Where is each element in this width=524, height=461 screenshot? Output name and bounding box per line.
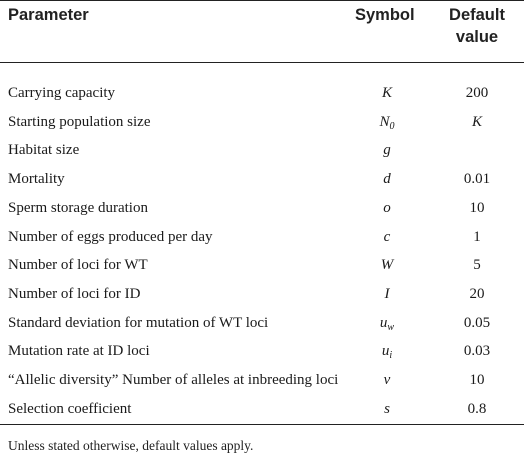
- symbol-cell: [362, 311, 412, 340]
- table-row: [0, 225, 524, 249]
- symbol-text: g: [383, 142, 391, 159]
- parameter-cell: Mutation rate at ID loci: [8, 343, 150, 360]
- header-default-value-label: Default value: [449, 6, 505, 46]
- symbol-cell: [362, 138, 412, 162]
- symbol-text: K: [381, 85, 392, 101]
- default-value-cell: 200: [465, 85, 489, 101]
- symbol-text: v: [383, 372, 391, 388]
- default-value-cell: 20: [469, 285, 485, 302]
- header-default-value: [430, 4, 524, 48]
- table-bottom-rule: [0, 424, 524, 425]
- table-row: [0, 339, 524, 363]
- parameter-cell: Habitat size: [8, 142, 80, 159]
- table-header-rule: [0, 62, 524, 63]
- table-row: [0, 311, 524, 335]
- parameter-cell: Sperm storage duration: [8, 199, 148, 216]
- symbol-cell: [362, 225, 412, 249]
- symbol-cell: [362, 253, 412, 277]
- symbol-text: N: [379, 113, 390, 130]
- default-value-cell: 0.03: [463, 343, 491, 360]
- symbol-cell: [362, 110, 412, 139]
- symbol-text: c: [383, 228, 391, 245]
- table-row: [0, 282, 524, 306]
- symbol-cell: [362, 339, 412, 368]
- table-footnote: Unless stated otherwise, default values apply.: [8, 438, 254, 453]
- symbol-cell: [362, 282, 412, 306]
- symbol-subscript: i: [389, 350, 393, 362]
- symbol-subscript: w: [387, 321, 395, 333]
- symbol-cell: [362, 368, 412, 392]
- symbol-text: o: [383, 199, 391, 216]
- symbol-cell: [362, 167, 412, 191]
- symbol-text: u: [379, 314, 388, 331]
- symbol-text: W: [380, 257, 394, 274]
- symbol-text: u: [381, 343, 390, 360]
- parameter-cell: Standard deviation for mutation of WT loci: [8, 314, 269, 331]
- default-value-cell: 1: [473, 228, 481, 245]
- symbol-text: d: [383, 171, 391, 188]
- symbol-cell: [362, 196, 412, 220]
- default-value-cell: 0.8: [467, 400, 487, 417]
- parameter-cell: Selection coefficient: [8, 400, 132, 417]
- parameter-cell: Number of loci for ID: [8, 285, 141, 302]
- table-top-rule: [0, 0, 524, 1]
- default-value-cell: 10: [469, 372, 485, 388]
- table-row: [0, 368, 524, 392]
- parameter-cell: Starting population size: [8, 113, 151, 130]
- header-symbol: Symbol: [355, 6, 415, 24]
- table-row: [0, 196, 524, 220]
- parameter-cell: Number of eggs produced per day: [8, 228, 213, 245]
- symbol-text: I: [384, 285, 390, 302]
- table-row: [0, 397, 524, 421]
- parameter-cell: Number of loci for WT: [8, 257, 148, 274]
- table-row: [0, 81, 524, 105]
- table-row: [0, 167, 524, 191]
- symbol-cell: [362, 397, 412, 421]
- header-parameter: Parameter: [8, 6, 89, 24]
- parameter-cell: Carrying capacity: [8, 85, 116, 101]
- default-value-cell: 0.05: [463, 314, 491, 331]
- table-row: [0, 253, 524, 277]
- table-row: [0, 110, 524, 134]
- default-value-cell: 5: [473, 257, 481, 274]
- default-value-cell: 0.01: [463, 171, 491, 188]
- default-value-cell: 10: [469, 199, 485, 216]
- symbol-cell: [362, 81, 412, 105]
- symbol-subscript: 0: [389, 120, 395, 132]
- parameter-cell: “Allelic diversity” Number of alleles at inbreeding loci: [8, 372, 339, 388]
- table-row: [0, 138, 524, 162]
- parameter-cell: Mortality: [8, 171, 65, 188]
- default-value-cell: K: [471, 113, 482, 130]
- symbol-text: s: [384, 400, 390, 417]
